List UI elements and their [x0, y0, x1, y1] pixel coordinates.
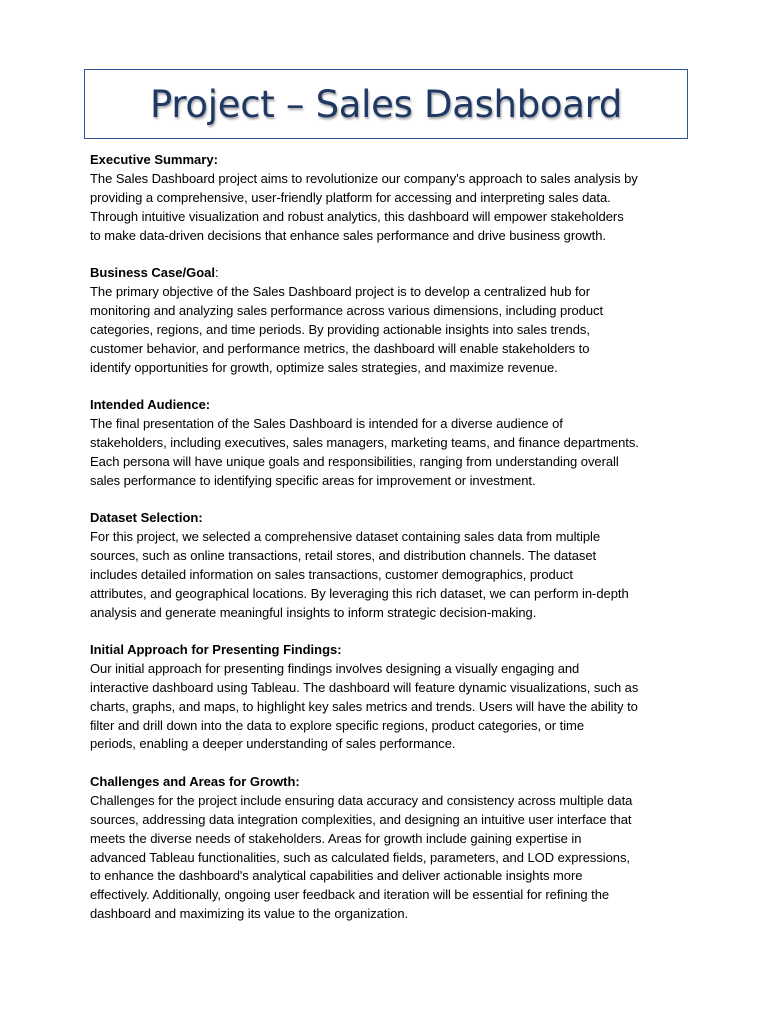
paragraph-line: identify opportunities for growth, optimize sales strategies, and maximize revenue.: [90, 359, 558, 375]
paragraph-line: to enhance the dashboard's analytical capabilities and deliver actionable insights more: [90, 868, 583, 884]
section-paragraph: [90, 283, 690, 378]
section-paragraph: [90, 528, 690, 623]
section-heading: Challenges and Areas for Growth:: [90, 773, 300, 789]
paragraph-line: Each persona will have unique goals and responsibilities, ranging from understanding overall: [90, 453, 619, 469]
section-paragraph: [90, 415, 690, 491]
paragraph-line: For this project, we selected a comprehensive dataset containing sales data from multiple: [90, 528, 601, 544]
paragraph-line: providing a comprehensive, user-friendly platform for accessing and interpreting sales data.: [90, 189, 611, 205]
section-executive-summary: [90, 151, 690, 246]
paragraph-line: Challenges for the project include ensuring data accuracy and consistency across multiple data: [90, 792, 633, 808]
section-heading: Initial Approach for Presenting Findings:: [90, 641, 342, 657]
section-paragraph: [90, 660, 690, 755]
paragraph-line: The primary objective of the Sales Dashboard project is to develop a centralized hub for: [90, 283, 590, 299]
paragraph-line: periods, enabling a deeper understanding of sales performance.: [90, 736, 456, 752]
paragraph-line: dashboard and maximizing its value to the organization.: [90, 906, 409, 922]
paragraph-line: Through intuitive visualization and robust analytics, this dashboard will empower stakeholders: [90, 208, 624, 224]
paragraph-line: effectively. Additionally, ongoing user feedback and iteration will be essential for refining the: [90, 887, 610, 903]
section-heading: Executive Summary:: [90, 152, 218, 167]
paragraph-line: sales performance to identifying specific areas for improvement or investment.: [90, 472, 536, 488]
paragraph-line: interactive dashboard using Tableau. The dashboard will feature dynamic visualizations, such as: [90, 679, 639, 695]
paragraph-line: categories, regions, and time periods. By providing actionable insights into sales trends,: [90, 321, 590, 337]
paragraph-line: filter and drill down into the data to explore specific regions, product categories, or time: [90, 717, 584, 733]
paragraph-line: stakeholders, including executives, sales managers, marketing teams, and finance departments.: [90, 434, 639, 450]
page-title: Project – Sales Dashboard: [149, 82, 623, 126]
paragraph-line: sources, addressing data integration complexities, and designing an intuitive user interface that: [90, 811, 632, 827]
paragraph-line: analysis and generate meaningful insights to inform strategic decision-making.: [90, 604, 537, 620]
section-dataset-selection: [90, 509, 690, 622]
paragraph-line: customer behavior, and performance metrics, the dashboard will enable stakeholders to: [90, 340, 590, 356]
paragraph-line: meets the diverse needs of stakeholders. Areas for growth include gaining expertise in: [90, 830, 582, 846]
section-heading: Intended Audience:: [90, 396, 211, 412]
title-box: [84, 69, 688, 139]
paragraph-line: advanced Tableau functionalities, such as calculated fields, parameters, and LOD expressions,: [90, 849, 630, 865]
paragraph-line: The Sales Dashboard project aims to revolutionize our company's approach to sales analysis by: [90, 170, 638, 186]
paragraph-line: The final presentation of the Sales Dashboard is intended for a diverse audience of: [90, 415, 563, 431]
paragraph-line: attributes, and geographical locations. By leveraging this rich dataset, we can perform in-depth: [90, 585, 629, 601]
paragraph-line: monitoring and analyzing sales performance across various dimensions, including product: [90, 302, 604, 318]
section-paragraph: [90, 792, 690, 924]
section-initial-approach: [90, 641, 690, 754]
paragraph-line: to make data-driven decisions that enhance sales performance and drive business growth.: [90, 227, 606, 243]
section-heading: Business Case/Goal:: [90, 265, 219, 281]
section-business-case: [90, 264, 690, 377]
section-paragraph: [90, 170, 690, 246]
paragraph-line: Our initial approach for presenting findings involves designing a visually engaging and: [90, 660, 580, 676]
section-challenges: [90, 773, 690, 924]
paragraph-line: includes detailed information on sales transactions, customer demographics, product: [90, 566, 573, 582]
document-body: [90, 151, 690, 943]
paragraph-line: charts, graphs, and maps, to highlight key sales metrics and trends. Users will have the ability to: [90, 698, 638, 714]
paragraph-line: sources, such as online transactions, retail stores, and distribution channels. The dataset: [90, 547, 597, 563]
section-heading: Dataset Selection:: [90, 510, 203, 525]
section-intended-audience: [90, 396, 690, 491]
